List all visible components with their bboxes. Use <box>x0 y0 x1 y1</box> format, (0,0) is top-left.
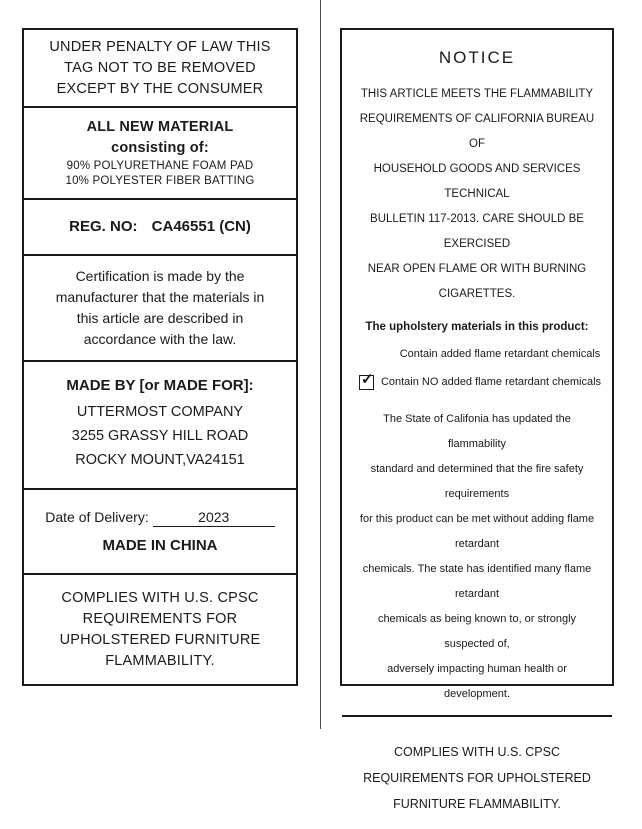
certification-section <box>24 256 296 362</box>
material-item-2: 10% POLYESTER FIBER BATTING <box>65 175 255 187</box>
law-tag-label <box>22 28 298 686</box>
made-by-company: UTTERMOST COMPANY <box>76 404 244 421</box>
state-line-1: The State of Califonia has updated the flammability <box>383 413 571 450</box>
option-contain-added-label: Contain added flame retardant chemicals <box>399 348 601 360</box>
notice-line-5: NEAR OPEN FLAME OR WITH BURNING CIGARETTES. <box>367 263 587 300</box>
material-title: ALL NEW MATERIAL <box>86 119 234 135</box>
right-complies-line-3: FURNITURE FLAMMABILITY. <box>393 797 561 811</box>
delivery-date-field[interactable]: 2023 <box>153 509 275 527</box>
notice-line-4: BULLETIN 117-2013. CARE SHOULD BE EXERCISED <box>370 213 584 250</box>
right-complies-line-2: REQUIREMENTS FOR UPHOLSTERED <box>363 771 591 785</box>
check-mark-icon: ✓ <box>360 370 374 388</box>
notice-line-3: HOUSEHOLD GOODS AND SERVICES TECHNICAL <box>373 163 581 200</box>
upholstery-heading: The upholstery materials in this product: <box>365 321 589 333</box>
option-contain-no-added-label: Contain NO added flame retardant chemicals <box>380 376 602 388</box>
left-complies-line-4: FLAMMABILITY. <box>105 652 215 669</box>
penalty-line-2: TAG NOT TO BE REMOVED <box>64 59 256 76</box>
delivery-label: Date of Delivery: <box>45 509 149 526</box>
left-complies-line-2: REQUIREMENTS FOR <box>82 610 238 627</box>
option-contain-added[interactable] <box>352 345 602 363</box>
left-complies-line-3: UPHOLSTERED FURNITURE <box>59 631 261 648</box>
left-complies-section <box>24 575 296 684</box>
notice-label <box>340 28 614 811</box>
option-contain-no-added[interactable] <box>352 370 602 391</box>
state-line-4: chemicals. The state has identified many flame retardant <box>362 563 592 600</box>
notice-line-1: THIS ARTICLE MEETS THE FLAMMABILITY <box>360 88 594 100</box>
state-line-3: for this product can be met without adding flame retardant <box>359 513 595 550</box>
state-line-2: standard and determined that the fire safety requirements <box>370 463 584 500</box>
notice-line-2: REQUIREMENTS OF CALIFORNIA BUREAU OF <box>359 113 595 150</box>
made-in-country: MADE IN CHINA <box>102 537 218 555</box>
made-by-street: 3255 GRASSY HILL ROAD <box>71 428 249 445</box>
material-item-1: 90% POLYURETHANE FOAM PAD <box>66 160 254 172</box>
penalty-line-3: EXCEPT BY THE CONSUMER <box>56 80 264 97</box>
state-line-5: chemicals as being known to, or strongly suspected of, <box>377 613 577 650</box>
certification-line-4: accordance with the law. <box>83 330 237 347</box>
material-subtitle: consisting of: <box>111 140 209 156</box>
checkbox-unchecked-icon[interactable] <box>380 348 393 361</box>
delivery-section <box>24 490 296 575</box>
notice-title: NOTICE <box>438 48 516 67</box>
registration-value: CA46551 (CN) <box>151 218 251 236</box>
right-complies-section <box>342 715 612 829</box>
notice-body-section <box>342 30 612 715</box>
state-line-6: adversely impacting human health or development. <box>387 663 567 700</box>
registration-section <box>24 200 296 256</box>
penalty-notice-section <box>24 30 296 108</box>
made-by-section <box>24 362 296 491</box>
checkbox-checked-icon[interactable] <box>359 370 374 390</box>
right-complies-line-1: COMPLIES WITH U.S. CPSC <box>394 745 560 759</box>
left-complies-line-1: COMPLIES WITH U.S. CPSC <box>61 589 259 606</box>
certification-line-3: this article are described in <box>76 309 244 326</box>
left-label-panel <box>0 0 320 729</box>
certification-line-1: Certification is made by the <box>75 267 245 284</box>
certification-line-2: manufacturer that the materials in <box>55 288 265 305</box>
made-by-city-state-zip: ROCKY MOUNT,VA24151 <box>75 452 245 469</box>
penalty-line-1: UNDER PENALTY OF LAW THIS <box>49 38 271 55</box>
registration-label: REG. NO: <box>69 218 138 236</box>
made-by-title: MADE BY [or MADE FOR]: <box>66 377 254 395</box>
material-section <box>24 108 296 200</box>
right-label-panel <box>320 0 642 811</box>
